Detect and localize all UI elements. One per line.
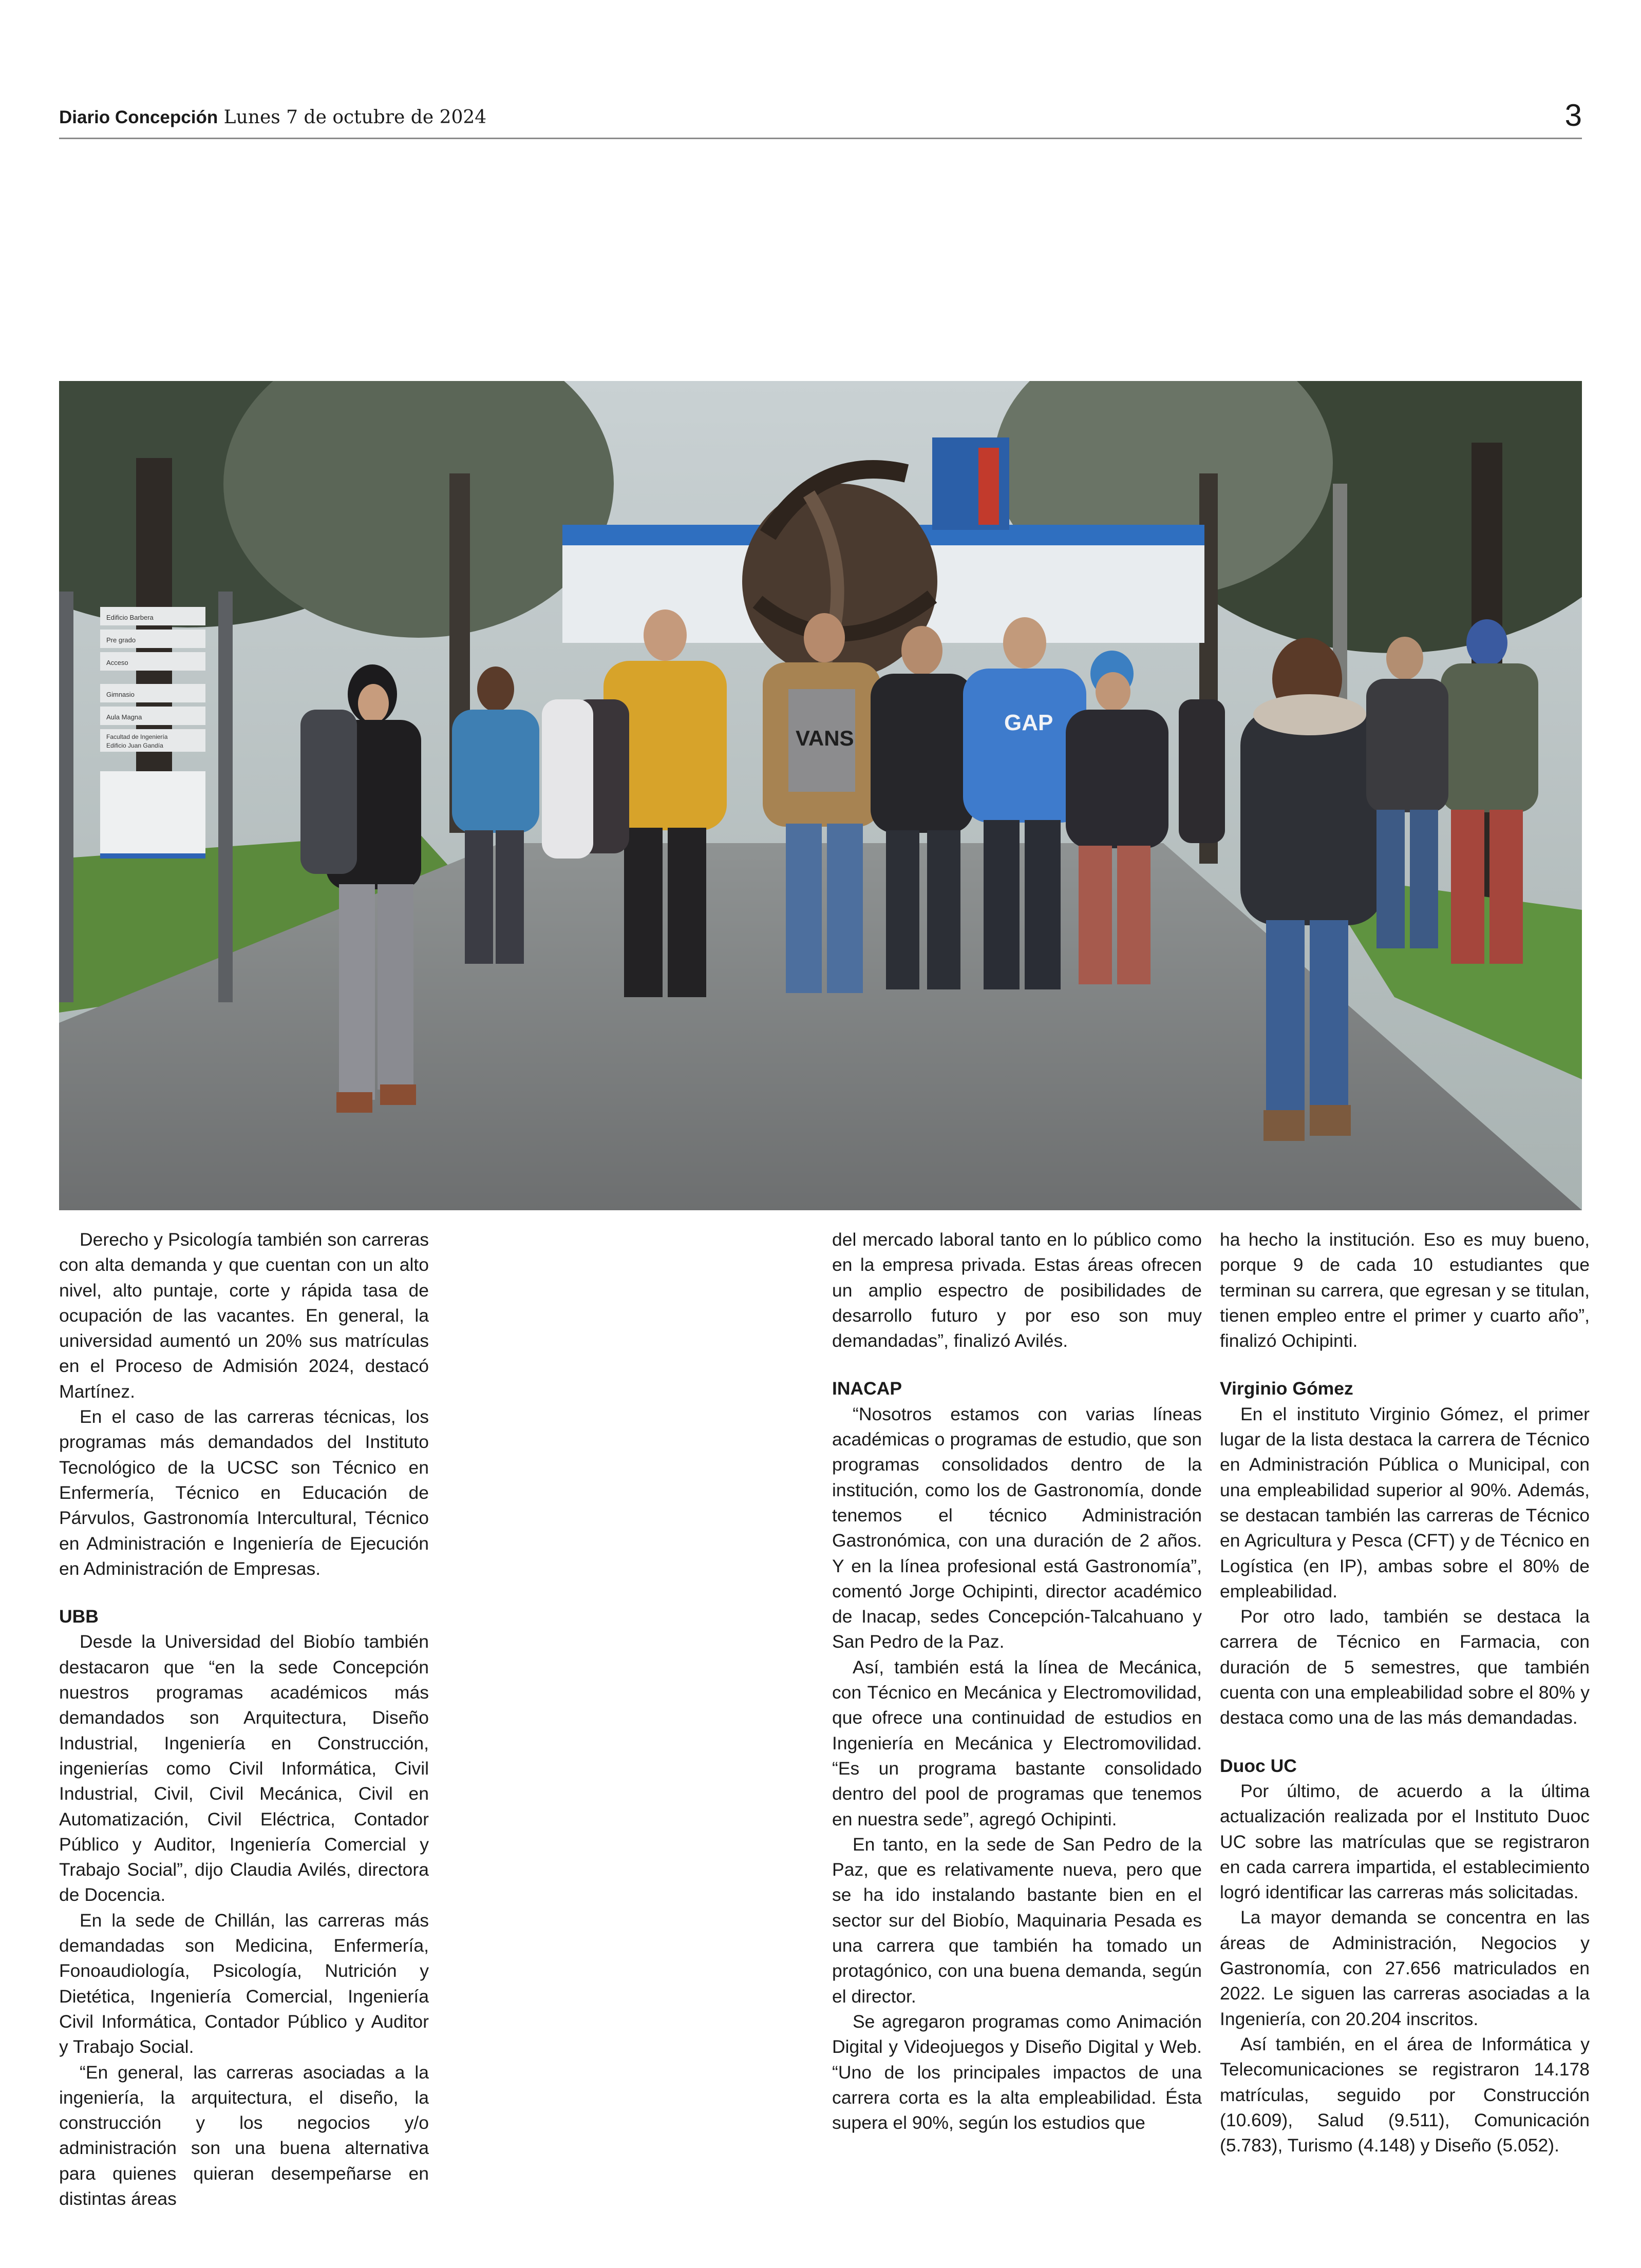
- paragraph: En el instituto Virginio Gómez, el primer lugar de la lista destaca la carrera de Técnico en Administración Pública o Municipal, con una empleabilidad superior al 90%. Además, se destacan también las carreras de Técnico en Agricultura y Pesca (CFT) y de Técnico en Logística (en IP), ambas sobre el 80% de empleabilidad.: [1220, 1403, 1590, 1602]
- sign-label-7: Edificio Juan Gandía: [106, 742, 163, 749]
- paragraph: En el caso de las carreras técnicas, los programas más demandados del Instituto Tecnológico de la UCSC son Técnico en Enfermería, Técnico en Educación de Párvulos, Gastronomía Intercultural, Técnico en Administración e Ingeniería de Ejecución en Administración de Empresas.: [59, 1406, 429, 1579]
- article-column-1: [59, 1227, 429, 2212]
- page-header: [59, 98, 1582, 139]
- paragraph: Por último, de acuerdo a la última actualización realizada por el Instituto Duoc UC sobre las matrículas que se registraron en cada carrera impartida, el establecimiento logró identificar las carreras más solicitadas.: [1220, 1780, 1590, 1903]
- sign-label-1: Edificio Barbera: [106, 614, 154, 621]
- paragraph: Se agregaron programas como Animación Digital y Videojuegos y Diseño Digital y Web. “Uno de los principales impactos de una carrera corta es la alta empleabilidad. Ésta supera el 90%, según los estudios que: [832, 2011, 1202, 2133]
- sign-label-3: Acceso: [106, 659, 128, 666]
- photo-illustration: [59, 381, 1582, 1210]
- students-campus-photo: [59, 381, 1582, 1210]
- paragraph: Así, también está la línea de Mecánica, con Técnico en Mecánica y Electromovilidad, que ofrece una continuidad de estudios en Ingeniería en Mecánica y Electromovilidad. “Es un programa bastante consolidado dentro del pool de programas que tenemos en nuestra sede”, agregó Ochipinti.: [832, 1656, 1202, 1829]
- newspaper-name: Diario Concepción: [59, 107, 218, 127]
- sign-label-2: Pre grado: [106, 636, 136, 644]
- article-column-2: [832, 1227, 1202, 2136]
- vans-print: VANS: [796, 726, 854, 750]
- paragraph: del mercado laboral tanto en lo público como en la empresa privada. Estas áreas ofrecen un amplio espectro de posibilidades de desarrollo futuro y por eso son muy demandadas”, finalizó Avilés.: [832, 1229, 1202, 1351]
- section-heading-ubb: UBB: [59, 1606, 99, 1627]
- paragraph: “En general, las carreras asociadas a la ingeniería, la arquitectura, el diseño, la construcción y los negocios y/o administración son una buena alternativa para quienes quieran desempeñarse en distintas áreas: [59, 2062, 429, 2209]
- paragraph: La mayor demanda se concentra en las áreas de Administración, Negocios y Gastronomía, con 27.656 matriculados en 2022. Le siguen las carreras asociadas a la Ingeniería, con 20.204 inscritos.: [1220, 1907, 1590, 2029]
- section-heading-inacap: INACAP: [832, 1378, 902, 1399]
- sign-label-6: Facultad de Ingeniería: [106, 733, 168, 740]
- article-column-3: [1220, 1227, 1590, 2158]
- paragraph: En tanto, en la sede de San Pedro de la Paz, que es relativamente nueva, pero que se ha ido instalando bastante bien en el sector sur del Biobío, Maquinaria Pesada es una carrera que también ha tomado un protagónico, con una buena demanda, según el director.: [832, 1834, 1202, 2007]
- issue-date: Lunes 7 de octubre de 2024: [223, 107, 487, 128]
- masthead: [59, 107, 486, 128]
- sign-label-4: Gimnasio: [106, 691, 135, 698]
- paragraph: En la sede de Chillán, las carreras más demandadas son Medicina, Enfermería, Fonoaudiología, Psicología, Nutrición y Dietética, Ingeniería Comercial, Ingeniería Civil Informática, Contador Público y Auditor y Trabajo Social.: [59, 1910, 429, 2057]
- paragraph: ha hecho la institución. Eso es muy bueno, porque 9 de cada 10 estudiantes que terminan su carrera, que egresan y se titulan, tienen empleo entre el primer y cuarto año”, finalizó Ochipinti.: [1220, 1229, 1590, 1351]
- section-heading-duoc-uc: Duoc UC: [1220, 1755, 1297, 1776]
- sign-label-5: Aula Magna: [106, 713, 142, 721]
- paragraph: Así también, en el área de Informática y Telecomunicaciones se registraron 14.178 matrículas, seguido por Construcción (10.609), Salud (9.511), Comunicación (5.783), Turismo (4.148) y Diseño (5.052).: [1220, 2033, 1590, 2156]
- section-heading-virginio-gomez: Virginio Gómez: [1220, 1378, 1353, 1399]
- paragraph: Derecho y Psicología también son carreras con alta demanda y que cuentan con un alto nivel, alto puntaje, corte y rápida tasa de ocupación de las vacantes. En general, la universidad aumentó un 20% sus matrículas en el Proceso de Admisión 2024, destacó Martínez.: [59, 1229, 429, 1402]
- gap-print: GAP: [1004, 710, 1053, 735]
- paragraph: “Nosotros estamos con varias líneas académicas o programas de estudio, que son programas consolidados dentro de la institución, como los de Gastronomía, donde tenemos el técnico Administración Gastronómica, con una duración de 2 años. Y en la línea profesional está Gastronomía”, comentó Jorge Ochipinti, director académico de Inacap, sedes Concepción-Talcahuano y San Pedro de la Paz.: [832, 1403, 1202, 1652]
- page-number: 3: [1564, 98, 1582, 132]
- paragraph: Desde la Universidad del Biobío también destacaron que “en la sede Concepción nuestros programas académicos más demandados son Arquitectura, Diseño Industrial, Ingeniería en Construcción, ingenierías como Civil Informática, Civil Industrial, Civil, Civil Mecánica, Civil en Automatización, Civil Eléctrica, Contador Público y Auditor, Ingeniería Comercial y Trabajo Social”, dijo Claudia Avilés, directora de Docencia.: [59, 1631, 429, 1905]
- paragraph: Por otro lado, también se destaca la carrera de Técnico en Farmacia, con duración de 5 semestres, que también cuenta con una empleabilidad sobre el 80% y destaca como una de las más demandadas.: [1220, 1606, 1590, 1728]
